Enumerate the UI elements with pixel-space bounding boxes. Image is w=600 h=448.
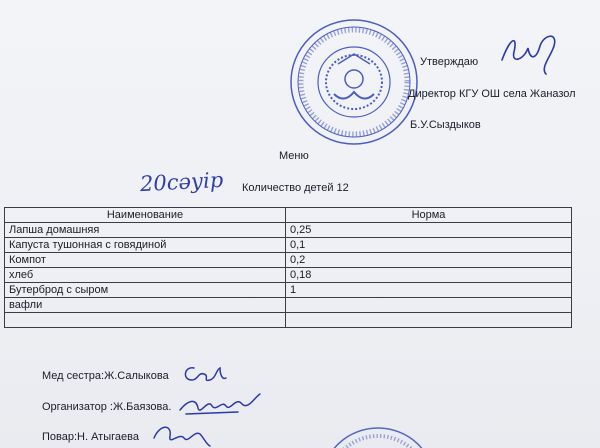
nurse-signature — [180, 362, 228, 386]
norm-cell: 0,1 — [286, 238, 572, 253]
norm-cell — [286, 313, 572, 328]
children-count: Количество детей 12 — [242, 182, 349, 194]
norm-cell — [286, 298, 572, 313]
dish-name-cell: вафли — [5, 298, 286, 313]
dish-name-cell: Капуста тушонная с говядиной — [5, 238, 286, 253]
official-seal-stamp — [286, 12, 436, 152]
director-name: Б.У.Сыздыков — [410, 119, 481, 131]
norm-cell: 1 — [286, 283, 572, 298]
menu-table — [4, 207, 572, 328]
nurse-signature-line: Мед сестра:Ж.Салыкова — [42, 370, 169, 382]
director-signature — [496, 30, 566, 82]
norm-cell: 0,25 — [286, 223, 572, 238]
table-row — [5, 283, 572, 298]
official-seal-stamp-partial — [318, 424, 438, 448]
table-header-row — [5, 208, 572, 223]
column-header-name: Наименование — [5, 208, 286, 223]
table-row — [5, 223, 572, 238]
handwritten-date: 20сәуір — [139, 167, 224, 197]
dish-name-cell: Лапша домашняя — [5, 223, 286, 238]
table-row — [5, 313, 572, 328]
table-row — [5, 298, 572, 313]
dish-name-cell: Компот — [5, 253, 286, 268]
table-row — [5, 268, 572, 283]
organizer-signature-line: Организатор :Ж.Баязова. — [42, 401, 172, 413]
cook-signature-line: Повар:Н. Атыгаева — [42, 431, 139, 443]
dish-name-cell — [5, 313, 286, 328]
dish-name-cell: Бутерброд с сыром — [5, 283, 286, 298]
approve-label: Утверждаю — [420, 56, 479, 68]
organizer-signature — [178, 390, 262, 422]
column-header-norm: Норма — [286, 208, 572, 223]
norm-cell: 0,2 — [286, 253, 572, 268]
table-row — [5, 253, 572, 268]
norm-cell: 0,18 — [286, 268, 572, 283]
director-title: Директор КГУ ОШ села Жаназол — [408, 88, 576, 100]
table-row — [5, 238, 572, 253]
dish-name-cell: хлеб — [5, 268, 286, 283]
document-title: Меню — [279, 150, 309, 162]
cook-signature — [150, 420, 214, 448]
